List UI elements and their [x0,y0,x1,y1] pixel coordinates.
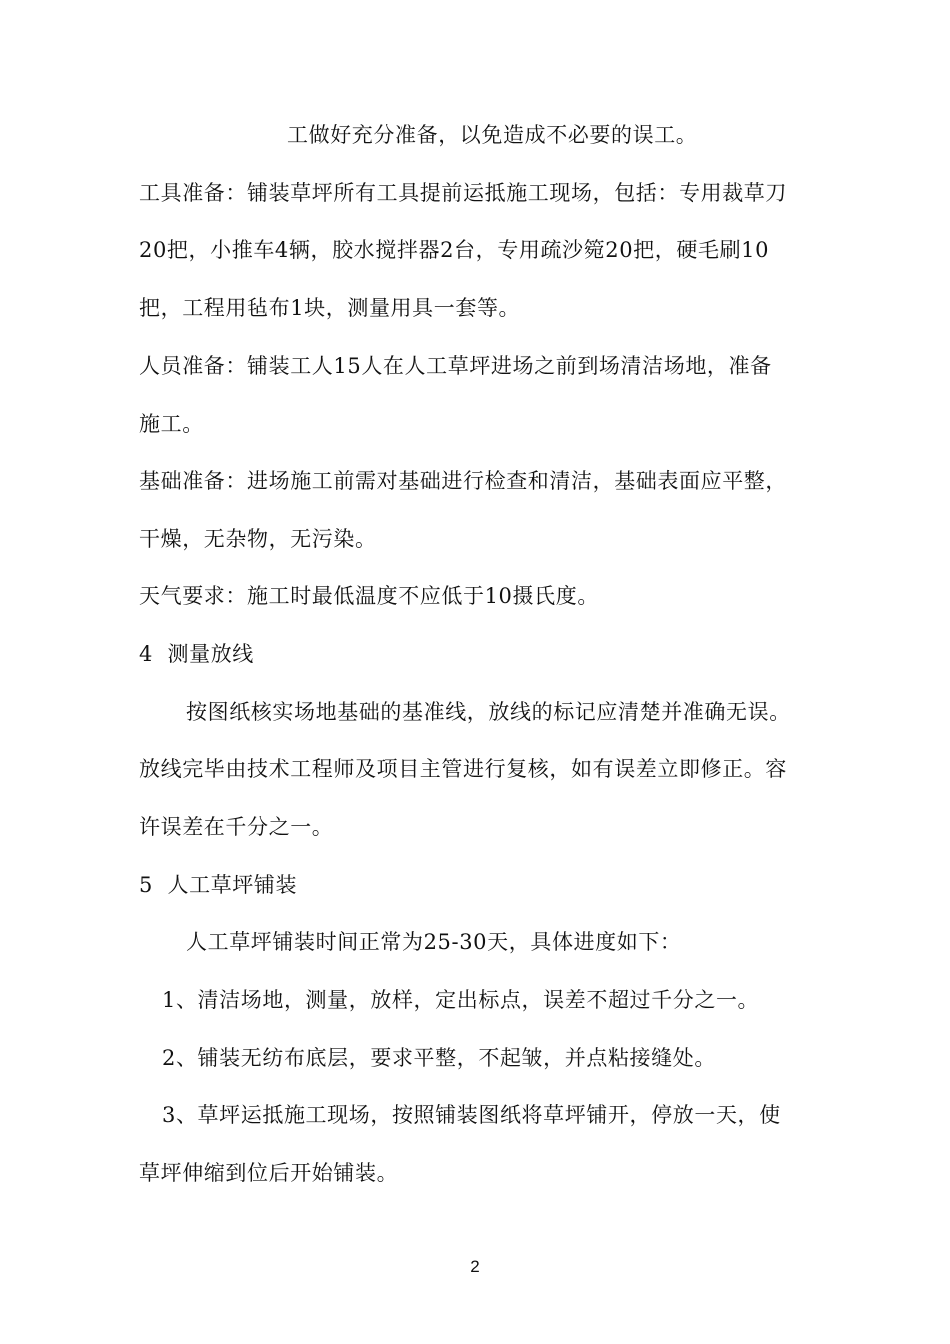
list-item-3: 3、草坪运抵施工现场，按照铺装图纸将草坪铺开，停放一天，使 [162,1103,781,1127]
text-line-laying-intro: 人工草坪铺装时间正常为25-30天，具体进度如下： [186,930,682,954]
text-line-survey-1: 按图纸核实场地基础的基准线，放线的标记应清楚并准确无误。 [186,700,791,724]
list-item-1: 1、清洁场地，测量，放样，定出标点，误差不超过千分之一。 [162,988,760,1012]
text-line-tools-list-1: 20把，小推车4辆，胶水搅拌器2台，专用疏沙箢20把，硬毛刷10 [139,238,770,262]
list-item-3-cont: 草坪伸缩到位后开始铺装。 [139,1161,399,1185]
text-line-staff-prep-cont: 施工。 [139,412,204,436]
section-heading-5: 5 人工草坪铺装 [139,873,298,897]
section-heading-4: 4 测量放线 [139,642,254,666]
text-line-base-prep-cont: 干燥，无杂物，无污染。 [139,527,377,551]
text-line-tools-list-2: 把，工程用毡布1块，测量用具一套等。 [139,296,521,320]
page-number: 2 [470,1257,480,1276]
text-line-survey-3: 许误差在千分之一。 [139,815,334,839]
text-line-staff-prep: 人员准备：铺装工人15人在人工草坪进场之前到场清洁场地，准备 [139,354,772,378]
text-line-continuation: 工做好充分准备，以免造成不必要的误工。 [287,123,698,147]
list-item-2: 2、铺装无纺布底层，要求平整，不起皱，并点粘接缝处。 [162,1046,716,1070]
text-line-base-prep: 基础准备：进场施工前需对基础进行检查和清洁，基础表面应平整， [139,469,787,493]
text-line-survey-2: 放线完毕由技术工程师及项目主管进行复核，如有误差立即修正。容 [139,757,787,781]
text-line-weather: 天气要求：施工时最低温度不应低于10摄氏度。 [139,584,599,608]
text-line-tools-prep: 工具准备：铺装草坪所有工具提前运抵施工现场，包括：专用裁草刀 [139,181,787,205]
